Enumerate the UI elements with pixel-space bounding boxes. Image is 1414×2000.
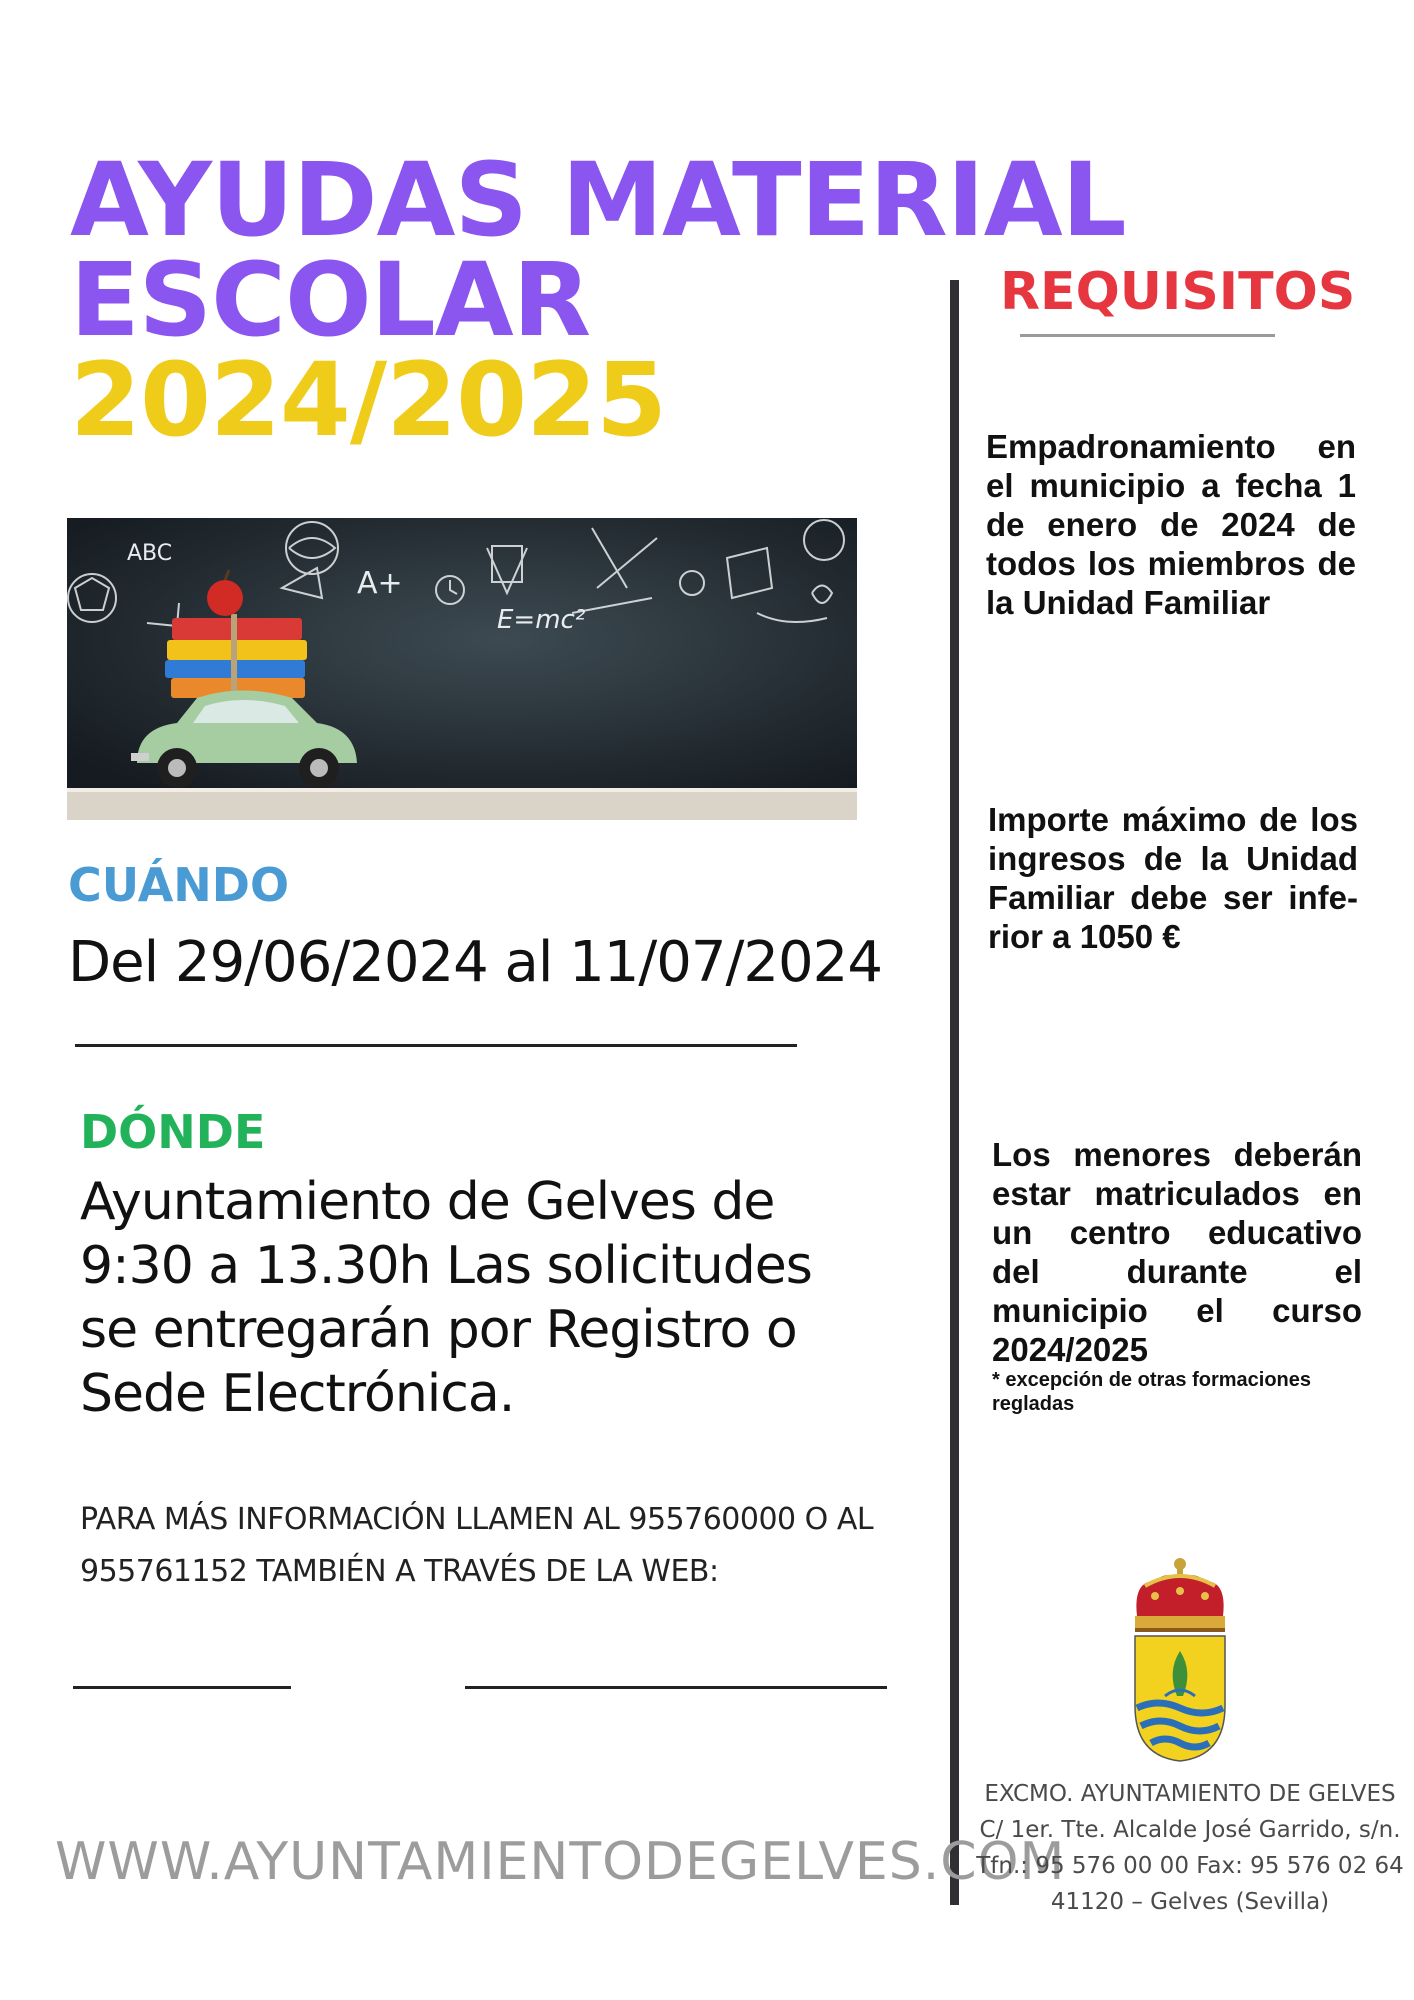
requisito-ingresos: Importe máximo de los ingresos de la Unidad Familiar debe ser infe-rior a 1050 € xyxy=(988,801,1358,955)
website-url[interactable]: WWW.AYUNTAMIENTODEGELVES.COM xyxy=(55,1832,1066,1892)
blank-line-short xyxy=(73,1686,291,1689)
donde-text: Ayuntamiento de Gelves de 9:30 a 13.30h Las solicitudes se entregarán por Registro o Sede Electrónica. xyxy=(80,1172,812,1424)
council-address xyxy=(975,1776,1405,1920)
coat-of-arms-logo xyxy=(1125,1556,1235,1766)
title-line-2: ESCOLAR xyxy=(70,241,591,360)
vertical-divider xyxy=(950,280,959,1905)
title-year: 2024/2025 xyxy=(70,341,667,460)
council-street: C/ 1er. Tte. Alcalde José Garrido, s/n. xyxy=(979,1817,1401,1843)
council-phone: Tfn.: 95 576 00 00 Fax: 95 576 02 64 xyxy=(976,1853,1404,1879)
blank-line-long xyxy=(465,1686,887,1689)
apple-icon xyxy=(207,580,243,616)
chalk-formula: E=mc² xyxy=(497,605,586,635)
requisito-matricula: Los menores deberán estar matriculados en un centro educativo del durante el municipio el curso 2024/2025 xyxy=(992,1136,1362,1368)
requisito-empadronamiento: Empadronamiento en el municipio a fecha 1 de enero de 2024 de todos los miembros de la Unidad Familiar xyxy=(986,428,1356,621)
title-line-1: AYUDAS MATERIAL xyxy=(70,141,1126,260)
books-stack xyxy=(165,614,307,700)
donde-heading: DÓNDE xyxy=(80,1105,266,1159)
requisitos-note: * excepción de otras formaciones regladas xyxy=(992,1369,1312,1415)
chalk-abc: ABC xyxy=(127,541,173,566)
council-name: EXCMO. AYUNTAMIENTO DE GELVES xyxy=(984,1781,1396,1807)
requisitos-underline xyxy=(1020,334,1275,337)
section-divider xyxy=(75,1044,797,1047)
requisitos-heading: REQUISITOS xyxy=(1000,262,1356,322)
cuando-dates: Del 29/06/2024 al 11/07/2024 xyxy=(68,930,882,995)
chalk-a-plus: A+ xyxy=(357,566,403,601)
cuando-heading: CUÁNDO xyxy=(68,858,290,912)
info-text: PARA MÁS INFORMACIÓN LLAMEN AL 955760000 O AL 955761152 TAMBIÉN A TRAVÉS DE LA WEB: xyxy=(80,1502,874,1589)
chalkboard-image xyxy=(67,518,857,820)
council-postal: 41120 – Gelves (Sevilla) xyxy=(1050,1889,1330,1915)
